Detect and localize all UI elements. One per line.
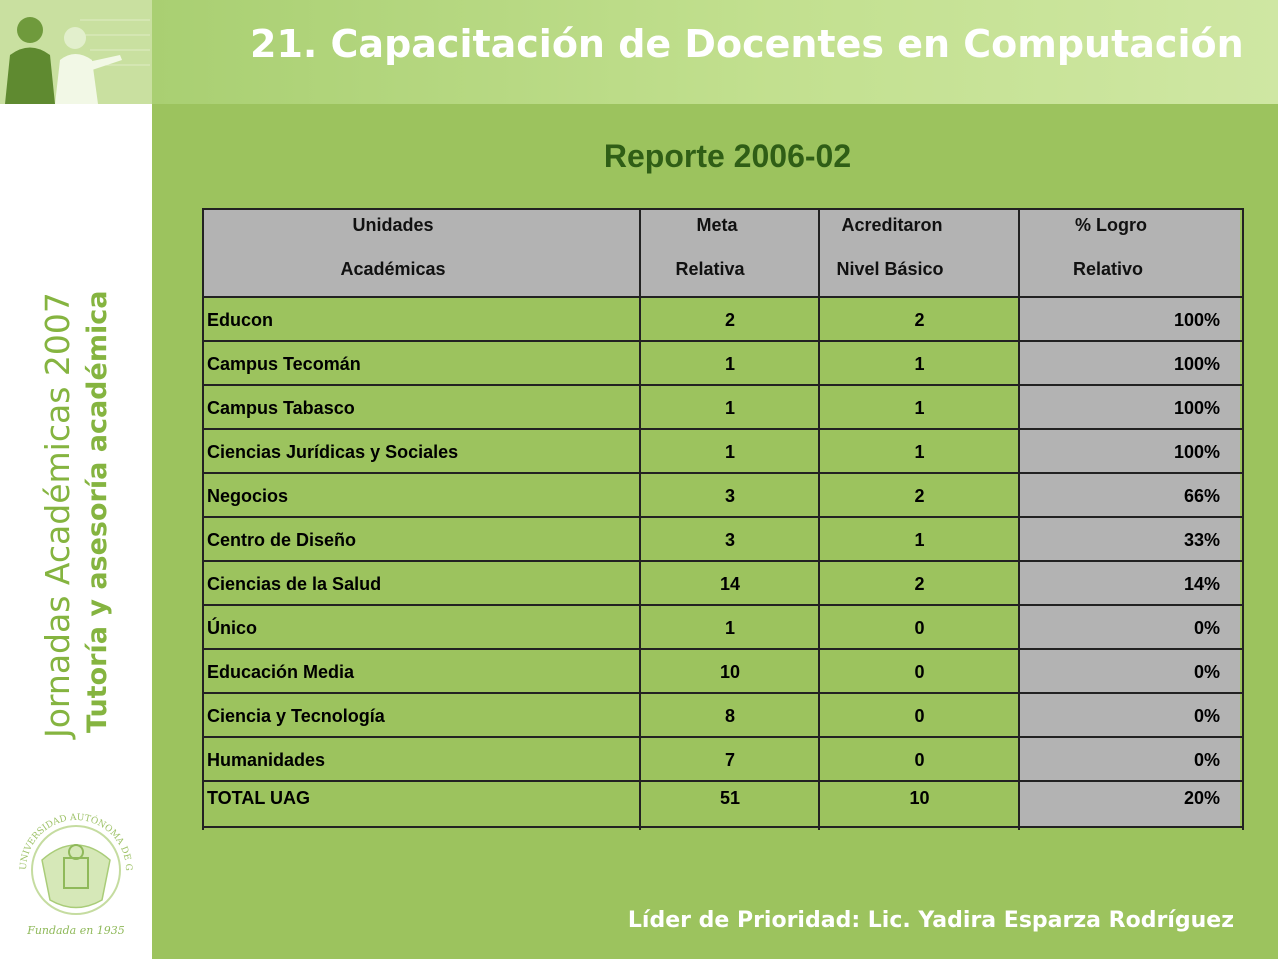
header-acreditaron-line2: Nivel Básico (836, 259, 944, 279)
cell-acreditaron: 1 (914, 354, 925, 374)
cell-logro: 100% (1173, 310, 1220, 330)
cell-acreditaron: 2 (914, 310, 925, 330)
cell-unidad: Campus Tabasco (207, 398, 355, 418)
cell-acreditaron: 0 (914, 662, 925, 682)
slide-title: 21. Capacitación de Docentes en Computación (250, 22, 1244, 66)
cell-logro: 100% (1173, 398, 1220, 418)
cell-meta: 1 (724, 354, 735, 374)
cell-acreditaron: 2 (914, 486, 925, 506)
cell-acreditaron: 1 (914, 530, 925, 550)
cell-meta: 1 (724, 398, 735, 418)
cell-meta: 10 (719, 662, 741, 682)
logo-founded: Fundada en 1935 (27, 924, 125, 937)
column-divider (639, 208, 641, 830)
cell-unidad: TOTAL UAG (207, 788, 310, 808)
cell-unidad: Centro de Diseño (207, 530, 357, 550)
header-meta-line1: Meta (696, 215, 738, 235)
column-divider (1018, 208, 1020, 830)
header-unidades-line2: Académicas (340, 259, 446, 279)
table-row (202, 606, 1240, 650)
logo-arc-text: UNIVERSIDAD AUTÓNOMA DE G (18, 812, 134, 872)
cell-logro: 100% (1173, 354, 1220, 374)
vertical-titles (22, 20, 142, 738)
header-logro-line1: % Logro (1075, 215, 1147, 235)
cell-meta: 1 (724, 618, 735, 638)
table-row (202, 738, 1240, 782)
cell-logro: 0% (1193, 662, 1220, 682)
cell-acreditaron: 2 (914, 574, 925, 594)
table-row (202, 518, 1240, 562)
header-logro-line2: Relativo (1072, 259, 1144, 279)
university-seal-icon (12, 800, 140, 940)
table-bottom-border (202, 826, 1242, 828)
cell-logro: 14% (1183, 574, 1220, 594)
cell-unidad: Ciencias de la Salud (207, 574, 382, 594)
footer-leader: Líder de Prioridad: Lic. Yadira Esparza Rodríguez (627, 908, 1234, 933)
cell-meta: 3 (724, 486, 735, 506)
table-row (202, 474, 1240, 518)
cell-acreditaron: 10 (909, 788, 930, 808)
cell-unidad: Ciencia y Tecnología (207, 706, 385, 726)
cell-unidad: Educación Media (207, 662, 355, 682)
header-acreditaron-line1: Acreditaron (841, 215, 943, 235)
cell-meta: 14 (719, 574, 741, 594)
table-row (202, 342, 1240, 386)
cell-meta: 7 (724, 750, 735, 770)
university-logo (12, 800, 140, 940)
vertical-title: Jornadas Académicas 2007 (38, 292, 77, 738)
cell-meta: 1 (724, 442, 735, 462)
cell-logro: 33% (1183, 530, 1220, 550)
cell-acreditaron: 0 (914, 750, 925, 770)
vertical-subtitle: Tutoría y asesoría académica (82, 290, 113, 733)
cell-acreditaron: 1 (914, 442, 925, 462)
cell-meta: 3 (724, 530, 735, 550)
table-row (202, 386, 1240, 430)
header-meta-line2: Relativa (675, 259, 745, 279)
cell-meta: 51 (719, 788, 741, 808)
table-row (202, 562, 1240, 606)
table-row (202, 430, 1240, 474)
cell-meta: 2 (724, 310, 735, 330)
cell-logro: 0% (1193, 750, 1220, 770)
cell-logro: 66% (1183, 486, 1220, 506)
table-row (202, 694, 1240, 738)
cell-meta: 8 (724, 706, 735, 726)
table-row (202, 298, 1240, 342)
table-row-total (202, 782, 1240, 826)
report-subtitle: Reporte 2006-02 (603, 138, 852, 174)
cell-unidad: Negocios (207, 486, 289, 506)
cell-unidad: Humanidades (207, 750, 326, 770)
cell-acreditaron: 0 (914, 706, 925, 726)
cell-unidad: Ciencias Jurídicas y Sociales (207, 442, 459, 462)
cell-unidad: Educon (207, 310, 273, 330)
cell-logro: 100% (1173, 442, 1220, 462)
cell-acreditaron: 1 (914, 398, 925, 418)
cell-unidad: Campus Tecomán (207, 354, 361, 374)
cell-logro: 0% (1193, 706, 1220, 726)
column-divider (818, 208, 820, 830)
cell-logro: 0% (1193, 618, 1220, 638)
cell-unidad: Único (207, 618, 258, 638)
cell-acreditaron: 0 (914, 618, 925, 638)
table-row (202, 650, 1240, 694)
header-unidades-line1: Unidades (352, 215, 434, 235)
cell-logro: 20% (1183, 788, 1220, 808)
